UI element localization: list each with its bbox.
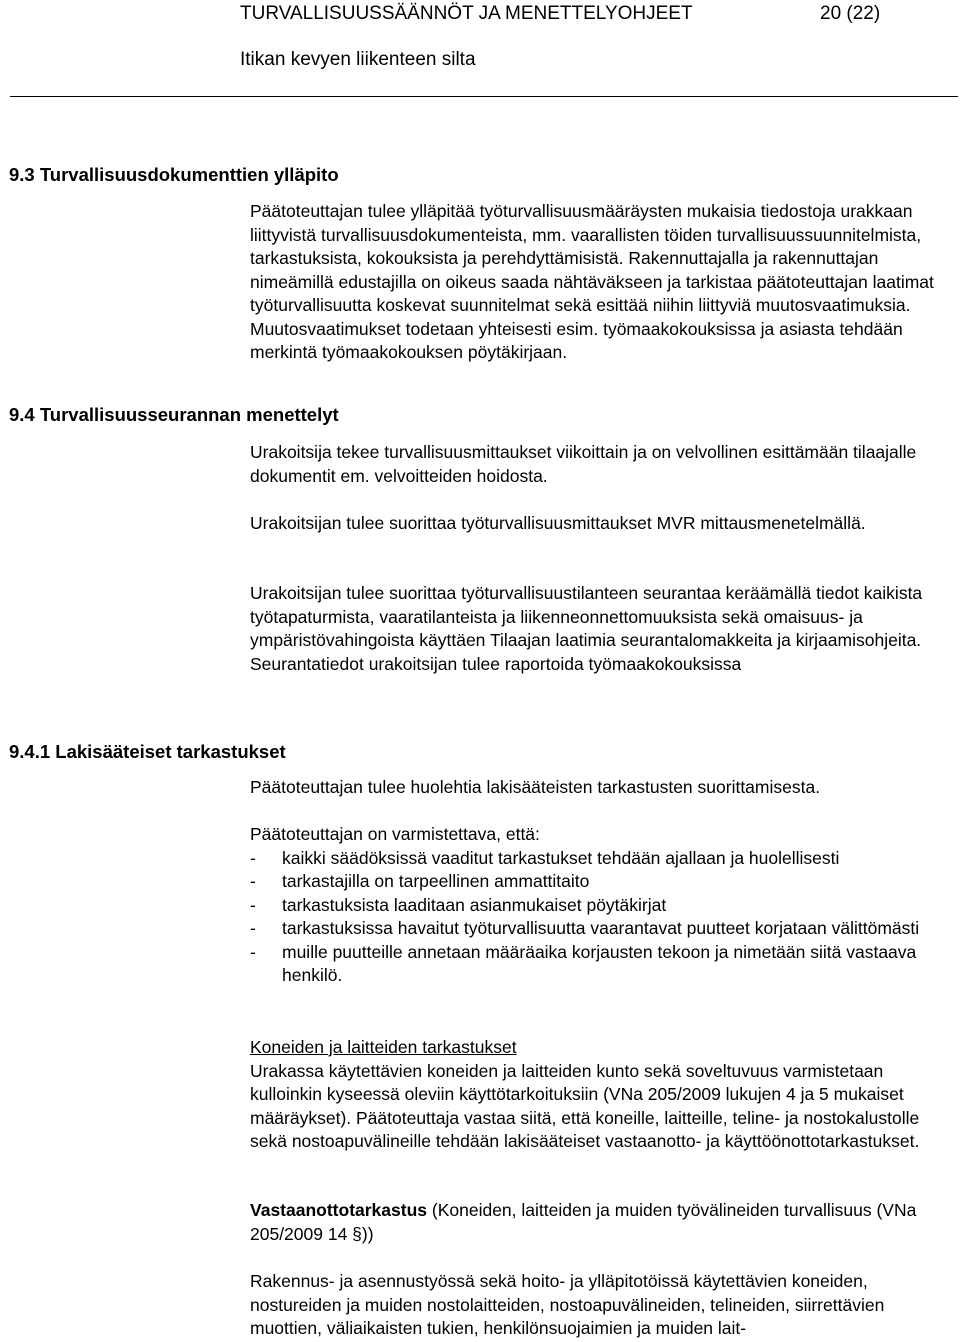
list-item [250, 847, 956, 871]
list-item-text: muille puutteille annetaan määräaika korjausten tekoon ja nimetään siitä vastaava henkilö. [282, 941, 917, 985]
bold-term: Vastaanottotarkastus [250, 1200, 428, 1220]
paragraph-rest: (Koneiden, laitteiden ja muiden työvälineiden turvallisuus (VNa 205/2009 14 §)) [250, 1200, 917, 1244]
list-item-text: tarkastuksista laaditaan asianmukaiset pöytäkirjat [282, 894, 667, 915]
header-divider [10, 96, 958, 97]
section-body-9-4-1 [250, 776, 956, 800]
section-heading-9-3: 9.3 Turvallisuusdokumenttien ylläpito [9, 164, 339, 185]
checklist [250, 823, 956, 988]
paragraph [250, 1199, 956, 1246]
page-number: 20 (22) [820, 3, 881, 24]
list-item-text: tarkastajilla on tarpeellinen ammattitaito [282, 871, 590, 891]
list-intro: Päätoteuttajan on varmistettava, että: [250, 824, 540, 844]
list-item [250, 894, 956, 918]
section-heading-9-4: 9.4 Turvallisuusseurannan menettelyt [9, 404, 339, 425]
final-paragraph [250, 1270, 956, 1341]
list-dash: - [250, 894, 256, 915]
list-item [250, 870, 956, 894]
paragraph: Urakassa käytettävien koneiden ja laitteiden kunto sekä soveltuvuus varmistetaan kulloinkin kyseessä oleviin käyttötarkoituksiin (VNa 205/2009 lukujen 4 ja 5 mukaiset määräykset). Päätoteuttaja vastaa siitä, että koneille, laitteille, teline- ja nostokalustolle sekä nostoapuvälineille tehdään lakisääteiset vastaanotto- ja käyttöönottotarkastukset. [250, 1060, 920, 1151]
section-heading-9-4-1: 9.4.1 Lakisääteiset tarkastukset [9, 741, 286, 762]
section-body-9-4-b [250, 512, 956, 536]
reception-inspection [250, 1199, 956, 1246]
list-item [250, 917, 956, 941]
section-body-9-4-c [250, 582, 956, 676]
document-subtitle: Itikan kevyen liikenteen silta [240, 49, 476, 70]
paragraph: Päätoteuttajan tulee huolehtia lakisääteisten tarkastusten suorittamisesta. [250, 777, 821, 797]
paragraph: Urakoitsijan tulee suorittaa työturvallisuustilanteen seurantaa keräämällä tiedot kaikista työtapaturmista, vaaratilanteista ja liikenneonnettomuuksista sekä omaisuus- ja ympäristövahingoista käyttäen Tilaajan laatimia seurantalomakkeita ja kirjaamisohjeita. Seurantatiedot urakoitsijan tulee raportoida työmaakokouksissa [250, 583, 923, 674]
list-dash: - [250, 847, 256, 868]
section-body-9-3 [250, 200, 956, 365]
document-title: TURVALLISUUSSÄÄNNÖT JA MENETTELYOHJEET [240, 3, 693, 24]
list-dash: - [250, 941, 256, 962]
machinery-inspections [250, 1036, 956, 1154]
paragraph: Urakoitsija tekee turvallisuusmittaukset viikoittain ja on velvollinen esittämään tilaajalle dokumentit em. velvoitteiden hoidosta. [250, 442, 917, 486]
sub-heading: Koneiden ja laitteiden tarkastukset [250, 1037, 517, 1057]
paragraph: Päätoteuttajan tulee ylläpitää työturvallisuusmääräysten mukaisia tiedostoja urakkaan liittyvistä turvallisuusdokumenteista, mm. vaarallisten töiden turvallisuussuunnitelmista, tarkastuksista, kokouksista ja perehdyttämisistä. Rakennuttajalla ja rakennuttajan nimeämillä edustajilla on oikeus saada nähtäväkseen ja tarkistaa päätoteuttajan laatimat työturvallisuutta koskevat suunnitelmat sekä esittää niihin liittyviä muutosvaatimuksia. Muutosvaatimukset todetaan yhteisesti esim. työmaakokouksissa ja asiasta tehdään merkintä työmaakokouksen pöytäkirjaan. [250, 201, 934, 362]
list-item-text: tarkastuksissa havaitut työturvallisuutta vaarantavat puutteet korjataan välittömästi [282, 918, 920, 938]
list-item [250, 941, 956, 988]
list-item-text: kaikki säädöksissä vaaditut tarkastukset tehdään ajallaan ja huolellisesti [282, 847, 840, 868]
paragraph: Rakennus- ja asennustyössä sekä hoito- ja ylläpitotöissä käytettävien koneiden, nostureiden ja muiden nostolaitteiden, nostoapuvälineiden, telineiden, siirrettävien muottien, väliaikaisten tukien, henkilönsuojaimien ja muiden lait- [250, 1271, 885, 1338]
paragraph: Urakoitsijan tulee suorittaa työturvallisuusmittaukset MVR mittausmenetelmällä. [250, 513, 866, 533]
list-dash: - [250, 871, 256, 891]
section-body-9-4 [250, 441, 956, 488]
list-dash: - [250, 918, 256, 938]
